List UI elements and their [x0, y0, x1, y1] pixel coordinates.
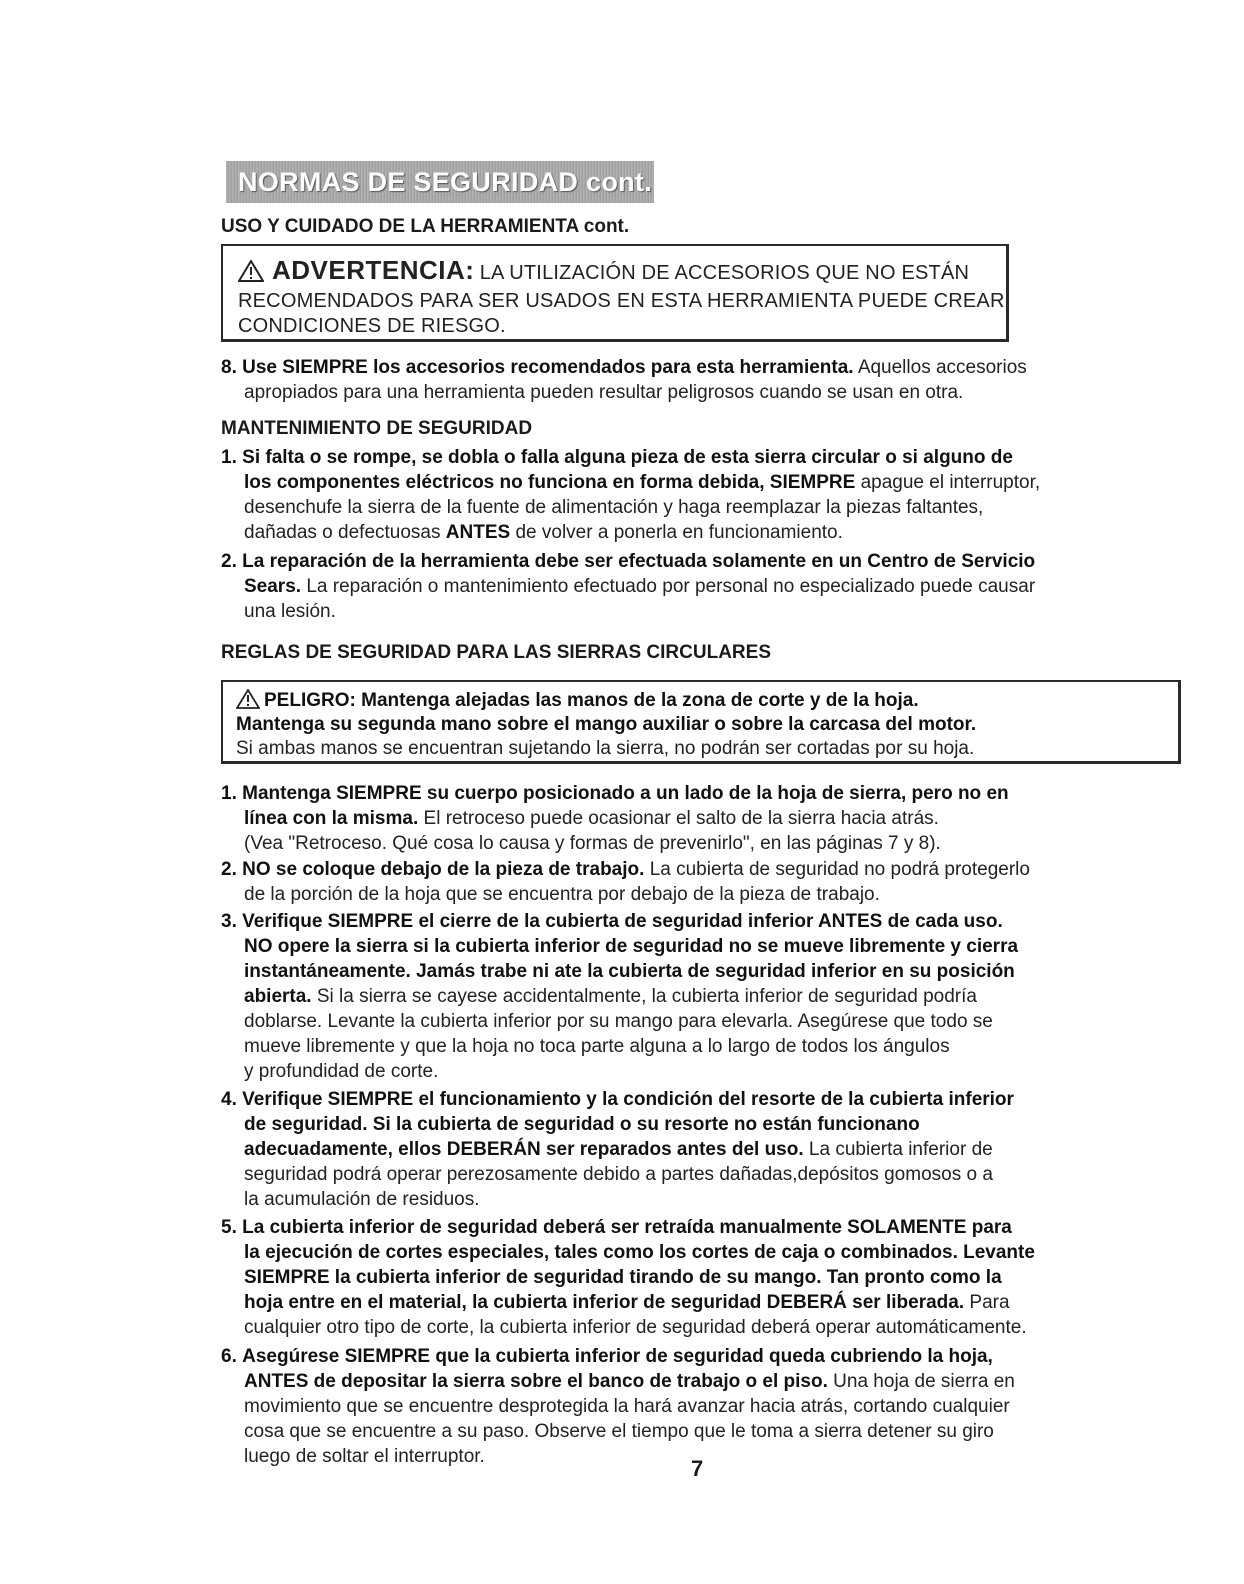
- warning-line-1: [238, 255, 970, 288]
- item-bold: línea con la misma.: [244, 808, 419, 829]
- item-number: 3.: [221, 911, 237, 932]
- item-text: La cubierta inferior de: [808, 1139, 993, 1160]
- item-text: apague el interruptor,: [860, 472, 1041, 493]
- item-bold: Verifique SIEMPRE el funcionamiento y la condición del resorte de la cubierta inferior: [242, 1089, 1014, 1110]
- circ-5-line-4: [244, 1291, 1010, 1315]
- circ-1-line-3: (Vea "Retroceso. Qué cosa lo causa y formas de prevenirlo", en las páginas 7 y 8).: [244, 833, 941, 854]
- circ-5-line-3: SIEMPRE la cubierta inferior de seguridad tirando de su mango. Tan pronto como la: [244, 1267, 1002, 1288]
- circ-2-line-1: [221, 858, 1030, 882]
- item-text: Para: [969, 1292, 1010, 1313]
- circ-4-line-3: [244, 1138, 993, 1162]
- item-bold: La reparación de la herramienta debe ser efectuada solamente en un Centro de Servicio: [242, 551, 1036, 572]
- item-bold: ANTES: [445, 522, 511, 543]
- item-bold: abierta.: [244, 986, 312, 1007]
- warning-line-3: CONDICIONES DE RIESGO.: [238, 315, 506, 337]
- circ-4-line-1: [221, 1088, 1014, 1112]
- circ-6-line-5: luego de soltar el interruptor.: [244, 1446, 485, 1467]
- circ-1-line-2: [244, 807, 939, 831]
- section-banner: NORMAS DE SEGURIDAD cont.: [226, 161, 654, 203]
- item-text: dañadas o defectuosas: [244, 522, 441, 543]
- circ-3-line-7: y profundidad de corte.: [244, 1061, 439, 1082]
- item-bold: los componentes eléctricos no funciona en forma debida, SIEMPRE: [244, 472, 856, 493]
- warning-text: LA UTILIZACIÓN DE ACCESORIOS QUE NO ESTÁN: [479, 262, 970, 284]
- item-bold: Si falta o se rompe, se dobla o falla alguna pieza de esta sierra circular o si alguno de: [242, 447, 1013, 468]
- circ-1-line-1: [221, 782, 1009, 806]
- maint-1-line-3: desenchufe la sierra de la fuente de alimentación y haga reemplazar la piezas faltantes,: [244, 497, 984, 518]
- circ-5-line-1: [221, 1216, 1012, 1240]
- circ-6-line-4: cosa que se encuentre a su paso. Observe el tiempo que le toma a sierra detener su giro: [244, 1421, 994, 1442]
- item-bold: Use SIEMPRE los accesorios recomendados para esta herramienta.: [242, 357, 854, 378]
- item-number: 1.: [221, 447, 237, 468]
- item-number: 5.: [221, 1217, 237, 1238]
- circular-heading: REGLAS DE SEGURIDAD PARA LAS SIERRAS CIRCULARES: [221, 642, 771, 663]
- circ-3-line-6: mueve libremente y que la hoja no toca parte alguna a lo largo de todos los ángulos: [244, 1036, 950, 1057]
- circ-5-line-5: cualquier otro tipo de corte, la cubierta inferior de seguridad deberá operar automáticamente.: [244, 1317, 1027, 1338]
- warning-line-2: RECOMENDADOS PARA SER USADOS EN ESTA HERRAMIENTA PUEDE CREAR: [238, 290, 1005, 312]
- danger-line-2: Mantenga su segunda mano sobre el mango auxiliar o sobre la carcasa del motor.: [236, 714, 977, 735]
- maint-2-line-2: [244, 575, 1035, 599]
- item-number: 2.: [221, 551, 237, 572]
- maint-1-line-2: [244, 471, 1040, 495]
- item-number: 2.: [221, 859, 237, 880]
- warning-triangle-icon: [238, 260, 264, 282]
- circ-6-line-2: [244, 1370, 1015, 1394]
- item-number: 1.: [221, 783, 237, 804]
- danger-triangle-icon: [236, 689, 260, 709]
- circ-5-line-2: la ejecución de cortes especiales, tales como los cortes de caja o combinados. Levante: [244, 1242, 1035, 1263]
- warning-signal-word: ADVERTENCIA:: [272, 255, 475, 285]
- circ-6-line-3: movimiento que se encuentre desprotegida la hará avanzar hacia atrás, cortando cualquier: [244, 1396, 1010, 1417]
- item-8-line-1: [221, 356, 1027, 380]
- item-bold: NO se coloque debajo de la pieza de trabajo.: [242, 859, 645, 880]
- item-bold: ANTES de depositar la sierra sobre el banco de trabajo o el piso.: [244, 1371, 828, 1392]
- circ-3-line-4: [244, 985, 977, 1009]
- maint-1-line-1: [221, 446, 1013, 470]
- item-bold: adecuadamente, ellos DEBERÁN ser reparados antes del uso.: [244, 1139, 804, 1160]
- circ-3-line-3: instantáneamente. Jamás trabe ni ate la cubierta de seguridad inferior en su posición: [244, 961, 1015, 982]
- item-text: de volver a ponerla en funcionamiento.: [515, 522, 843, 543]
- item-bold: Mantenga SIEMPRE su cuerpo posicionado a un lado de la hoja de sierra, pero no en: [242, 783, 1009, 804]
- circ-6-line-1: [221, 1345, 993, 1369]
- circ-3-line-5: doblarse. Levante la cubierta inferior por su mango para elevarla. Asegúrese que todo se: [244, 1011, 993, 1032]
- maint-2-line-1: [221, 550, 1035, 574]
- item-bold: hoja entre en el material, la cubierta inferior de seguridad DEBERÁ ser liberada.: [244, 1292, 965, 1313]
- item-text: La reparación o mantenimiento efectuado por personal no especializado puede causar: [306, 576, 1036, 597]
- circ-4-line-4: seguridad podrá operar perezosamente debido a partes dañadas,depósitos gomosos o a: [244, 1164, 993, 1185]
- item-number: 4.: [221, 1089, 237, 1110]
- danger-text: PELIGRO: Mantenga alejadas las manos de la zona de corte y de la hoja.: [264, 690, 919, 711]
- circ-4-line-5: la acumulación de residuos.: [244, 1189, 480, 1210]
- item-text: Aquellos accesorios: [857, 357, 1027, 378]
- item-text: Una hoja de sierra en: [833, 1371, 1015, 1392]
- maint-1-line-4: [244, 521, 843, 545]
- maint-2-line-3: una lesión.: [244, 601, 336, 622]
- item-bold: Verifique SIEMPRE el cierre de la cubierta de seguridad inferior ANTES de cada uso.: [242, 911, 1003, 932]
- item-bold: Asegúrese SIEMPRE que la cubierta inferior de seguridad queda cubriendo la hoja,: [242, 1346, 993, 1367]
- danger-line-1: [236, 689, 919, 713]
- circ-4-line-2: de seguridad. Si la cubierta de seguridad o su resorte no están funcionano: [244, 1114, 920, 1135]
- danger-line-3: Si ambas manos se encuentran sujetando la sierra, no podrán ser cortadas por su hoja.: [236, 738, 975, 759]
- page-number: 7: [691, 1456, 704, 1481]
- circ-2-line-2: de la porción de la hoja que se encuentra por debajo de la pieza de trabajo.: [244, 884, 880, 905]
- item-bold: La cubierta inferior de seguridad deberá ser retraída manualmente SOLAMENTE para: [242, 1217, 1012, 1238]
- item-number: 8.: [221, 357, 237, 378]
- tool-use-heading: USO Y CUIDADO DE LA HERRAMIENTA cont.: [221, 216, 630, 237]
- item-number: 6.: [221, 1346, 237, 1367]
- maintenance-heading: MANTENIMIENTO DE SEGURIDAD: [221, 418, 533, 439]
- item-text: Si la sierra se cayese accidentalmente, la cubierta inferior de seguridad podría: [316, 986, 977, 1007]
- item-text: El retroceso puede ocasionar el salto de la sierra hacia atrás.: [423, 808, 939, 829]
- item-text: La cubierta de seguridad no podrá protegerlo: [649, 859, 1030, 880]
- item-bold: Sears.: [244, 576, 302, 597]
- item-8-line-2: apropiados para una herramienta pueden resultar peligrosos cuando se usan en otra.: [244, 382, 964, 403]
- circ-3-line-1: [221, 910, 1003, 934]
- circ-3-line-2: NO opere la sierra si la cubierta inferior de seguridad no se mueve libremente y cierra: [244, 936, 1019, 957]
